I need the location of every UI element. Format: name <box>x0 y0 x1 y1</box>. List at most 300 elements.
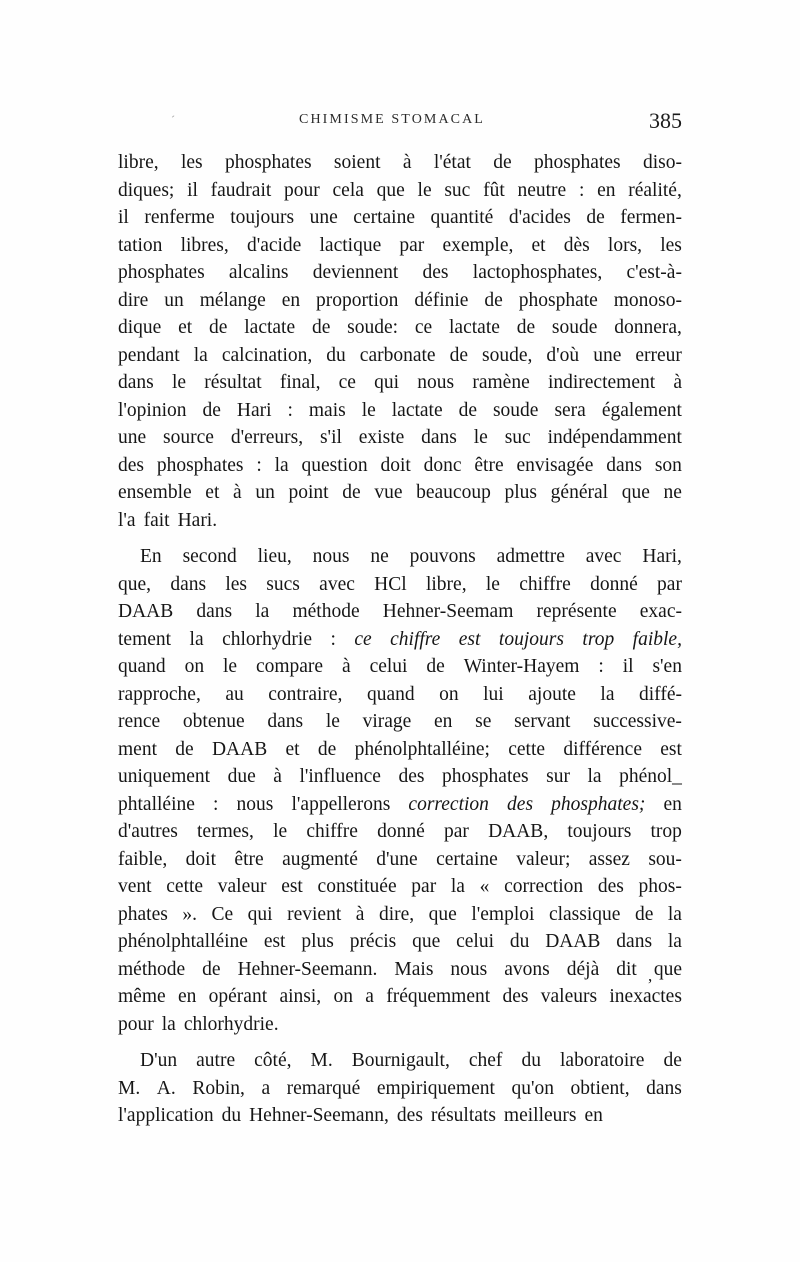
word: diso- <box>642 152 682 173</box>
word: côté, <box>254 1050 292 1071</box>
word: libre, <box>118 152 159 173</box>
word: certaine <box>353 207 415 228</box>
word: de <box>342 482 361 503</box>
word: faible, <box>632 628 682 650</box>
text-line <box>118 1047 682 1075</box>
word: tation <box>118 234 163 256</box>
word: inexactes <box>609 986 682 1007</box>
word: phénolphtalléine <box>118 931 248 952</box>
word: nous <box>236 793 274 815</box>
word: représente <box>536 601 617 622</box>
word: qu'on <box>511 1077 554 1099</box>
word: ment <box>118 738 157 760</box>
text-line <box>118 763 682 791</box>
word: à <box>273 766 282 787</box>
word: du <box>521 1050 541 1071</box>
word: quand <box>366 683 415 705</box>
word: la <box>161 1013 176 1035</box>
text-line <box>118 543 682 571</box>
text-line <box>118 736 682 764</box>
word: phosphate <box>518 289 598 311</box>
word: servant <box>514 711 571 732</box>
word: phos- <box>638 876 682 897</box>
word: est <box>263 931 286 952</box>
word: le <box>473 427 488 448</box>
word: à <box>233 482 242 503</box>
word: avec <box>585 546 622 567</box>
body-text <box>118 149 682 1130</box>
word: des <box>507 793 534 815</box>
word: Hehner-Seemann. <box>237 958 378 980</box>
word: des <box>398 766 425 787</box>
text-line <box>118 708 682 736</box>
word: Hehner-Seemann, <box>249 1105 389 1126</box>
word: successive- <box>593 711 682 732</box>
word: lors, <box>607 234 643 256</box>
word: meilleurs <box>503 1105 577 1126</box>
word: mais <box>308 399 346 421</box>
word: assez <box>588 848 630 870</box>
word: soude, <box>482 344 533 366</box>
word: à <box>402 152 412 173</box>
word: soude: <box>347 317 399 338</box>
word: de <box>634 903 654 925</box>
word: phosphates <box>118 262 205 283</box>
paragraph <box>118 543 682 1038</box>
text-line <box>118 259 682 287</box>
word: libre, <box>425 573 467 595</box>
word: du <box>221 1105 242 1126</box>
word: doit <box>380 454 411 476</box>
word: définie <box>414 289 469 311</box>
word: : <box>578 179 585 201</box>
word: donnera, <box>614 317 682 338</box>
word: exac- <box>639 601 682 622</box>
word: il <box>622 656 634 677</box>
word: dire <box>118 289 149 311</box>
text-line <box>118 149 682 177</box>
word: « <box>479 876 490 897</box>
word: d'où <box>546 344 580 366</box>
word: final, <box>279 372 321 393</box>
word: indépendamment <box>547 427 682 448</box>
word: DAAB <box>545 931 601 952</box>
word: et <box>205 482 220 503</box>
word: fermen- <box>620 207 682 228</box>
word: en <box>177 986 197 1007</box>
word: dans <box>196 601 233 622</box>
word: la <box>587 766 602 787</box>
word: différence <box>563 738 642 760</box>
word: soude <box>492 399 539 421</box>
word: celui <box>369 656 408 677</box>
text-line <box>118 873 682 901</box>
word: rapproche, <box>118 683 201 705</box>
word: du <box>326 344 346 366</box>
text-line <box>118 846 682 874</box>
word: la <box>600 683 615 705</box>
word: le <box>485 573 500 595</box>
word: par <box>411 876 437 897</box>
word: donné <box>377 821 425 842</box>
word: l'a <box>118 509 136 531</box>
word: méthode <box>118 958 186 980</box>
text-line <box>118 571 682 599</box>
word: on <box>184 656 205 677</box>
word: exemple, <box>442 234 514 256</box>
word: augmenté <box>282 848 358 870</box>
word: HCl <box>374 573 407 595</box>
word: Robin, <box>192 1077 245 1099</box>
word: le <box>361 399 376 421</box>
word: second <box>182 546 237 567</box>
word: Mais <box>394 958 434 980</box>
word: se <box>475 711 492 732</box>
word: remarqué <box>286 1077 361 1099</box>
word: il <box>118 207 129 228</box>
text-line <box>118 204 682 232</box>
word: plus <box>504 482 538 503</box>
word: le <box>417 179 432 201</box>
word: de <box>202 399 221 421</box>
word: phénolphtalléine; <box>354 738 490 760</box>
word: également <box>601 399 682 421</box>
word: chiffre <box>519 573 571 595</box>
word: le <box>171 372 187 393</box>
word: : <box>287 399 293 421</box>
word: à <box>355 903 365 925</box>
text-line <box>118 791 682 819</box>
word: un <box>255 482 275 503</box>
word: cette <box>508 738 546 760</box>
word: l'application <box>118 1105 214 1126</box>
word: de <box>663 1050 682 1071</box>
word: une <box>309 207 338 228</box>
word: et <box>178 317 193 338</box>
word: Hehner-Seemam <box>382 601 514 622</box>
word: des <box>422 262 449 283</box>
word: lactique <box>319 234 382 256</box>
word: de <box>516 317 536 338</box>
paragraph <box>118 1047 682 1130</box>
word: valeur <box>217 876 267 897</box>
word: à <box>673 372 682 393</box>
word: quantité <box>430 207 494 228</box>
word: Hari <box>236 399 272 421</box>
word: précis <box>349 931 397 952</box>
word: fréquemment <box>386 986 491 1007</box>
word: M. <box>118 1077 141 1099</box>
word: c'est-à- <box>626 262 682 283</box>
text-line <box>118 314 682 342</box>
word: être <box>234 848 264 870</box>
word: chiffre <box>390 628 441 650</box>
word: phosphates <box>224 152 312 173</box>
word: point <box>288 482 329 503</box>
word: Hari. <box>177 509 218 531</box>
word: des <box>396 1105 423 1126</box>
word: dans <box>646 1077 682 1099</box>
word: résultat <box>204 372 262 393</box>
word: ensemble <box>118 482 192 503</box>
word: l'influence <box>299 766 381 787</box>
word: Bournigault, <box>351 1050 450 1071</box>
text-line <box>118 369 682 397</box>
word: toujours <box>498 628 564 650</box>
word: lieu, <box>257 546 292 567</box>
word: ainsi, <box>279 986 322 1007</box>
word: : <box>330 628 336 650</box>
word: la <box>274 454 289 476</box>
word: diffé- <box>639 683 682 705</box>
word: réalité, <box>628 179 682 201</box>
word: de <box>426 656 445 677</box>
word: : <box>213 793 219 815</box>
text-line <box>118 424 682 452</box>
word: suc <box>444 179 471 201</box>
word: déjà <box>566 958 600 980</box>
word: dit <box>616 958 637 980</box>
word: ne <box>663 482 682 503</box>
word: d'acides <box>508 207 571 228</box>
word: de <box>493 152 512 173</box>
word: de <box>209 317 228 338</box>
word: dans <box>616 931 653 952</box>
word: des <box>502 986 529 1007</box>
word: de <box>458 399 477 421</box>
word: obtenue <box>182 711 245 732</box>
word: que, <box>118 573 152 595</box>
word: sucs <box>266 573 300 595</box>
word: chlorhydrie <box>222 628 312 650</box>
word: termes, <box>197 821 254 842</box>
word: plus <box>301 931 334 952</box>
word: lactate <box>391 399 443 421</box>
word: nous <box>450 958 488 980</box>
paragraph <box>118 149 682 534</box>
text-line <box>118 818 682 846</box>
text-line <box>118 452 682 480</box>
word: monoso- <box>613 289 682 311</box>
word: sou- <box>648 848 682 870</box>
word: toujours <box>567 821 632 842</box>
word: une <box>118 427 147 448</box>
word: valeur; <box>516 848 571 870</box>
word: proportion <box>316 289 399 311</box>
word: fait <box>143 509 170 531</box>
word: des <box>597 876 624 897</box>
word: correction <box>504 876 584 897</box>
word: qui <box>374 372 400 393</box>
word: général <box>550 482 609 503</box>
running-title: CHIMISME STOMACAL <box>299 112 485 127</box>
word: D'un <box>140 1050 178 1071</box>
word: que <box>428 903 457 925</box>
word: que <box>621 482 650 503</box>
word: DAAB, <box>488 821 549 842</box>
word: soient <box>333 152 381 173</box>
word: chef <box>468 1050 503 1071</box>
text-line <box>118 397 682 425</box>
word: donc <box>423 454 462 476</box>
word: avons <box>504 958 550 980</box>
word: revient <box>287 903 342 925</box>
word: même <box>118 986 166 1007</box>
text-line <box>118 507 682 535</box>
word: l'opinion <box>118 399 187 421</box>
word: qui <box>247 903 273 925</box>
word: sera <box>554 399 586 421</box>
word: de <box>175 738 194 760</box>
word: de <box>202 958 221 980</box>
word: vent <box>118 876 152 897</box>
word: d'autres <box>118 821 178 842</box>
word: uniquement <box>118 766 211 787</box>
word: dès <box>563 234 590 256</box>
text-line <box>118 287 682 315</box>
word: suc <box>504 427 531 448</box>
word: donné <box>590 573 638 595</box>
word: quand <box>118 656 166 677</box>
word: phosphates <box>533 152 621 173</box>
word: un <box>164 289 184 311</box>
word: méthode <box>292 601 360 622</box>
word: a <box>365 986 374 1007</box>
word: est <box>458 628 481 650</box>
word: dans <box>421 427 457 448</box>
word: chiffre <box>306 821 358 842</box>
text-line <box>118 928 682 956</box>
word: les <box>225 573 248 595</box>
word: la <box>193 344 208 366</box>
word: mélange <box>199 289 266 311</box>
word: renferme <box>144 207 215 228</box>
word: correction <box>408 793 489 815</box>
text-line <box>118 177 682 205</box>
word: soude <box>551 317 598 338</box>
word: a <box>261 1077 271 1099</box>
word: les <box>660 234 682 256</box>
word: en <box>434 711 453 732</box>
word: on <box>439 683 459 705</box>
word: deviennent <box>312 262 399 283</box>
word: compare <box>255 656 324 677</box>
word: son <box>654 454 682 476</box>
word: au <box>225 683 244 705</box>
word: que <box>412 931 441 952</box>
word: ». <box>182 903 197 925</box>
word: de <box>311 317 331 338</box>
word: en <box>281 289 301 311</box>
word: lactate <box>244 317 296 338</box>
word: calcination, <box>221 344 313 366</box>
word: par <box>657 573 682 595</box>
word: s'en <box>652 656 682 677</box>
word: pendant <box>118 344 180 366</box>
text-line <box>118 598 682 626</box>
word: lui <box>483 683 504 705</box>
word: ramène <box>472 372 530 393</box>
word: la <box>667 903 682 925</box>
word: DAAB <box>118 601 174 622</box>
word: DAAB <box>211 738 268 760</box>
word: M. <box>310 1050 333 1071</box>
word: en <box>584 1105 603 1126</box>
word: le <box>325 711 340 732</box>
word: dique <box>118 317 162 338</box>
word: nous <box>312 546 350 567</box>
word: Winter-Hayem <box>463 656 580 677</box>
word: l'état <box>433 152 471 173</box>
word: la <box>255 601 270 622</box>
text-line <box>118 479 682 507</box>
word: faudrait <box>210 179 272 201</box>
text-line <box>118 1075 682 1103</box>
word: que <box>376 179 405 201</box>
text-line <box>118 681 682 709</box>
word: vue <box>374 482 403 503</box>
word: est <box>281 876 303 897</box>
word: source <box>163 427 214 448</box>
word: existe <box>358 427 405 448</box>
word: nous <box>417 372 455 393</box>
word: rence <box>118 711 161 732</box>
word: autre <box>196 1050 236 1071</box>
word: phosphates; <box>551 793 646 815</box>
word: phtalléine <box>118 793 195 815</box>
text-line <box>118 983 682 1011</box>
word: pour <box>284 179 320 201</box>
word: question <box>301 454 368 476</box>
word: : <box>256 454 262 476</box>
word: que <box>653 958 682 980</box>
word: phénol_ <box>619 766 682 787</box>
word: certaine <box>436 848 498 870</box>
word: obtient, <box>570 1077 630 1099</box>
word: du <box>509 931 530 952</box>
text-line <box>118 901 682 929</box>
word: constituée <box>317 876 397 897</box>
word: dans <box>606 454 642 476</box>
word: de <box>484 289 503 311</box>
word: beaucoup <box>416 482 491 503</box>
word: s'il <box>319 427 342 448</box>
word: avec <box>319 573 355 595</box>
word: lactophosphates, <box>472 262 603 283</box>
word: résultats <box>430 1105 496 1126</box>
word: : <box>598 656 604 677</box>
word: dans <box>170 573 207 595</box>
word: pouvons <box>409 546 476 567</box>
word: sur <box>546 766 570 787</box>
word: dans <box>118 372 154 393</box>
word: en <box>597 179 616 201</box>
word: pour <box>118 1013 154 1035</box>
running-header <box>118 108 682 138</box>
word: lactate <box>449 317 500 338</box>
word: ajoute <box>528 683 576 705</box>
word: à <box>342 656 351 677</box>
word: d'une <box>376 848 418 870</box>
text-line <box>118 1102 682 1130</box>
word: en <box>663 793 682 815</box>
word: il <box>187 179 198 201</box>
word: contraire, <box>268 683 343 705</box>
word: cela <box>332 179 364 201</box>
word: la <box>189 628 204 650</box>
word: l'emploi <box>471 903 535 925</box>
word: des <box>118 454 144 476</box>
